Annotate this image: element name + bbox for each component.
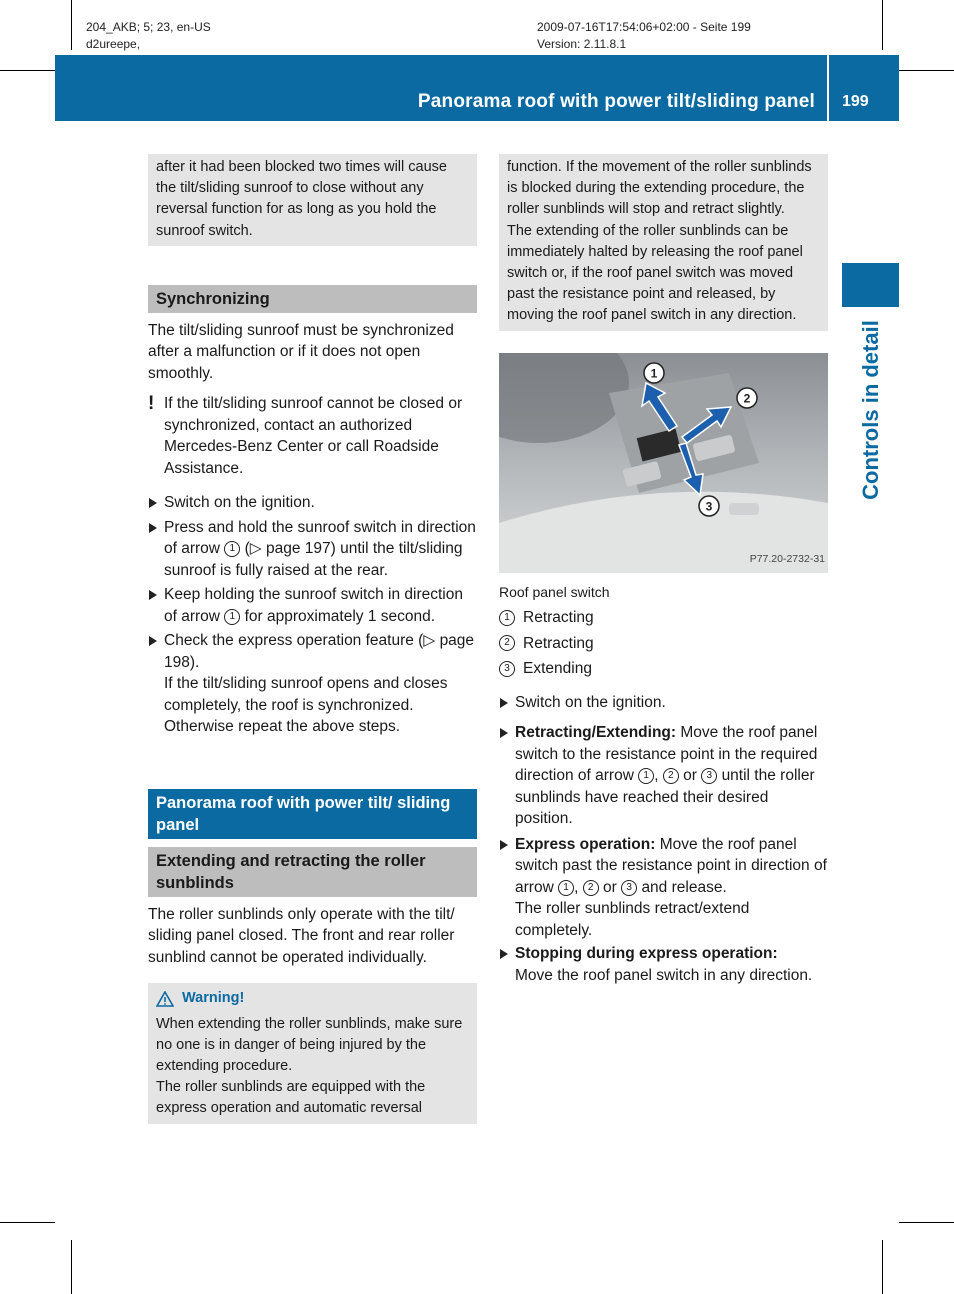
sync-note-text: If the tilt/sliding sunroof cannot be closed or synchronized, contact an authorized Mercedes-Benz Center or call Roadside Assistance. [164,395,463,477]
warning-title-text: Warning! [182,990,245,1007]
section-heading-panorama: Panorama roof with power tilt/ sliding panel [148,789,477,839]
arrow-number-badge: 3 [701,768,717,784]
meta-left-line2: d2ureepe, [86,37,141,51]
step-text: for approximately 1 second. [244,607,436,625]
meta-left-line1: 204_AKB; 5; 23, en-US [86,20,211,34]
legend-label: Extending [523,660,592,678]
legend-item [499,633,828,655]
image-callout-2: 2 [743,391,751,406]
crop-mark [71,1240,72,1294]
legend-list [499,607,828,680]
arrow-number-badge: 1 [224,609,240,625]
warning-box [148,983,477,1123]
meta-right-line1: 2009-07-16T17:54:06+02:00 - Seite 199 [537,20,751,34]
arrow-number-badge: 3 [621,880,637,896]
roof-panel-photo [499,353,828,573]
step-label: Express operation: [515,835,656,853]
crop-mark [71,0,72,50]
separator: , [654,767,659,785]
crop-mark [0,70,55,71]
separator: or [683,767,697,785]
info-text: The extending of the roller sunblinds can be immediately halted by releasing the roof panel switch or, if the roof panel switch was moved past the resistance point and released, by moving the roof panel switch in any direction. [507,222,803,324]
list-item [499,943,828,986]
step-result: If the tilt/sliding sunroof opens and closes completely, the roof is synchronized. Otherwise repeat the above steps. [164,675,448,736]
warning-text: The roller sunblinds are equipped with the express operation and automatic reversal [156,1079,426,1117]
crop-mark [899,1222,954,1223]
legend-item [499,607,828,629]
continued-info-box [499,154,828,331]
sync-intro: The tilt/sliding sunroof must be synchronized after a malfunction or if it does not open smoothly. [148,321,454,382]
arrow-number-badge: 1 [638,768,654,784]
list-item [499,834,828,942]
extend-intro: The roller sunblinds only operate with the tilt/ sliding panel closed. The front and rear roller sunblind cannot be operated individually. [148,905,455,966]
step-text: Check the express operation feature (▷ page 198). [164,632,475,671]
legend-label: Retracting [523,609,594,627]
crop-mark [882,1240,883,1294]
step-text: Press and hold the sunroof switch in direction of arrow [164,518,476,558]
list-item [148,630,477,738]
step-result: The roller sunblinds retract/extend completely. [515,900,750,939]
list-item [148,492,477,514]
step-text: Switch on the ignition. [164,494,315,512]
step-text: Move the roof panel switch past the resistance point in direction of arrow [515,835,827,896]
legend-label: Retracting [523,634,594,652]
list-item [499,692,828,714]
arrow-number-badge: 1 [224,541,240,557]
right-column [499,154,828,989]
meta-left [86,19,211,53]
crop-mark [0,1222,55,1223]
separator: or [603,878,617,896]
arrow-number-badge: 2 [663,768,679,784]
arrow-number-badge: 2 [583,880,599,896]
page-title: Panorama roof with power tilt/sliding panel [417,91,815,112]
crop-mark [899,70,954,71]
image-callout-1: 1 [650,366,658,381]
caution-icon: ! [148,393,155,415]
step-text: Move the roof panel switch to the resistance point in the required direction of arrow [515,724,818,785]
side-tab-block [842,263,899,307]
step-list [148,492,477,738]
step-text: and release. [641,878,727,896]
warning-triangle-icon [156,991,174,1007]
page-number: 199 [842,93,869,110]
section-heading-synchronizing: Synchronizing [148,285,477,313]
crop-mark [882,0,883,50]
step-text: (▷ page 197) until the tilt/sliding sunroof is fully raised at the rear. [164,540,463,579]
roof-panel-switch-image [499,353,828,573]
side-tab [842,310,899,510]
header-divider [827,55,829,121]
legend-number-badge: 1 [499,610,515,626]
step-text: Move the roof panel switch in any direction. [515,966,813,984]
page-header [55,55,899,121]
step-label: Retracting/Extending: [515,724,677,742]
list-item [148,584,477,627]
side-tab-label: Controls in detail [857,320,883,500]
warning-text: When extending the roller sunblinds, make sure no one is in danger of being injured by the extending procedure. [156,1015,463,1074]
sync-note [148,393,477,479]
info-text: function. If the movement of the roller sunblinds is blocked during the extending procedure, the roller sunblinds will stop and retract slightly. [507,159,812,218]
meta-right [537,19,751,53]
legend-number-badge: 2 [499,635,515,651]
section-heading-extending: Extending and retracting the roller sunblinds [148,847,477,897]
continued-note-text: after it had been blocked two times will cause the tilt/sliding sunroof to close without any reversal function for as long as you hold the sunroof switch. [156,159,447,239]
arrow-number-badge: 1 [558,880,574,896]
left-column [148,154,477,1124]
list-item [148,517,477,582]
image-callout-3: 3 [705,499,713,514]
step-label: Stopping during express operation: [515,945,778,963]
step-text: until the roller sunblinds have reached their desired position. [515,767,815,828]
separator: , [574,878,579,896]
image-caption: Roof panel switch [499,583,610,600]
meta-right-line2: Version: 2.11.8.1 [537,37,627,51]
image-code: P77.20-2732-31 [749,553,825,566]
step-list [499,692,828,987]
step-text: Switch on the ignition. [515,693,666,711]
legend-number-badge: 3 [499,661,515,677]
list-item [499,722,828,830]
warning-title [156,988,469,1009]
legend-item [499,658,828,680]
continued-note-box [148,154,477,246]
step-text: Keep holding the sunroof switch in direction of arrow [164,586,463,625]
